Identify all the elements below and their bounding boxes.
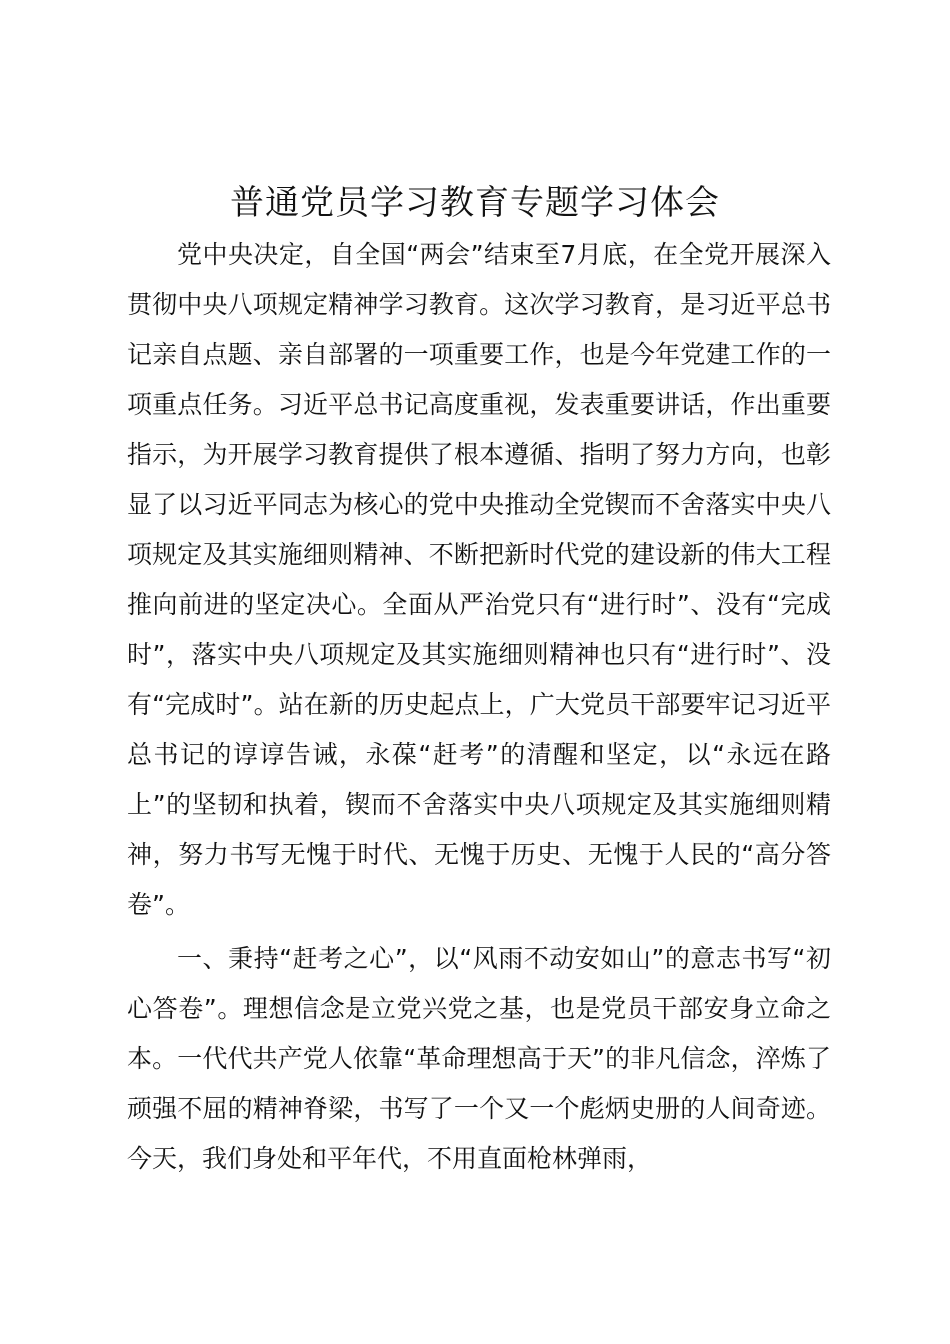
paragraph-intro: 党中央决定，自全国“两会”结束至7月底，在全党开展深入贯彻中央八项规定精神学习教育。这次学习教育，是习近平总书记亲自点题、亲自部署的一项重要工作，也是今年党建工作的一项重点任务。习近平总书记高度重视，发表重要讲话，作出重要指示，为开展学习教育提供了根本遵循、指明了努力方向，也彰显了以习近平同志为核心的党中央推动全党锲而不舍落实中央八项规定及其实施细则精神、不断把新时代党的建设新的伟大工程推向前进的坚定决心。全面从严治党只有“进行时”、没有“完成时”，落实中央八项规定及其实施细则精神也只有“进行时”、没有“完成时”。站在新的历史起点上，广大党员干部要牢记习近平总书记的谆谆告诫，永葆“赶考”的清醒和坚定，以“永远在路上”的坚韧和执着，锲而不舍落实中央八项规定及其实施细则精神，努力书写无愧于时代、无愧于历史、无愧于人民的“高分答卷”。 xyxy=(127,240,831,919)
document-body xyxy=(127,230,831,1184)
paragraph-section-one: 一、秉持“赶考之心”，以“风雨不动安如山”的意志书写“初心答卷”。理想信念是立党兴党之基，也是党员干部安身立命之本。一代代共产党人依靠“革命理想高于天”的非凡信念，淬炼了顽强不屈的精神脊梁，书写了一个又一个彪炳史册的人间奇迹。今天，我们身处和平年代，不用直面枪林弹雨， xyxy=(127,944,831,1173)
document-title: 普通党员学习教育专题学习体会 xyxy=(230,183,720,223)
